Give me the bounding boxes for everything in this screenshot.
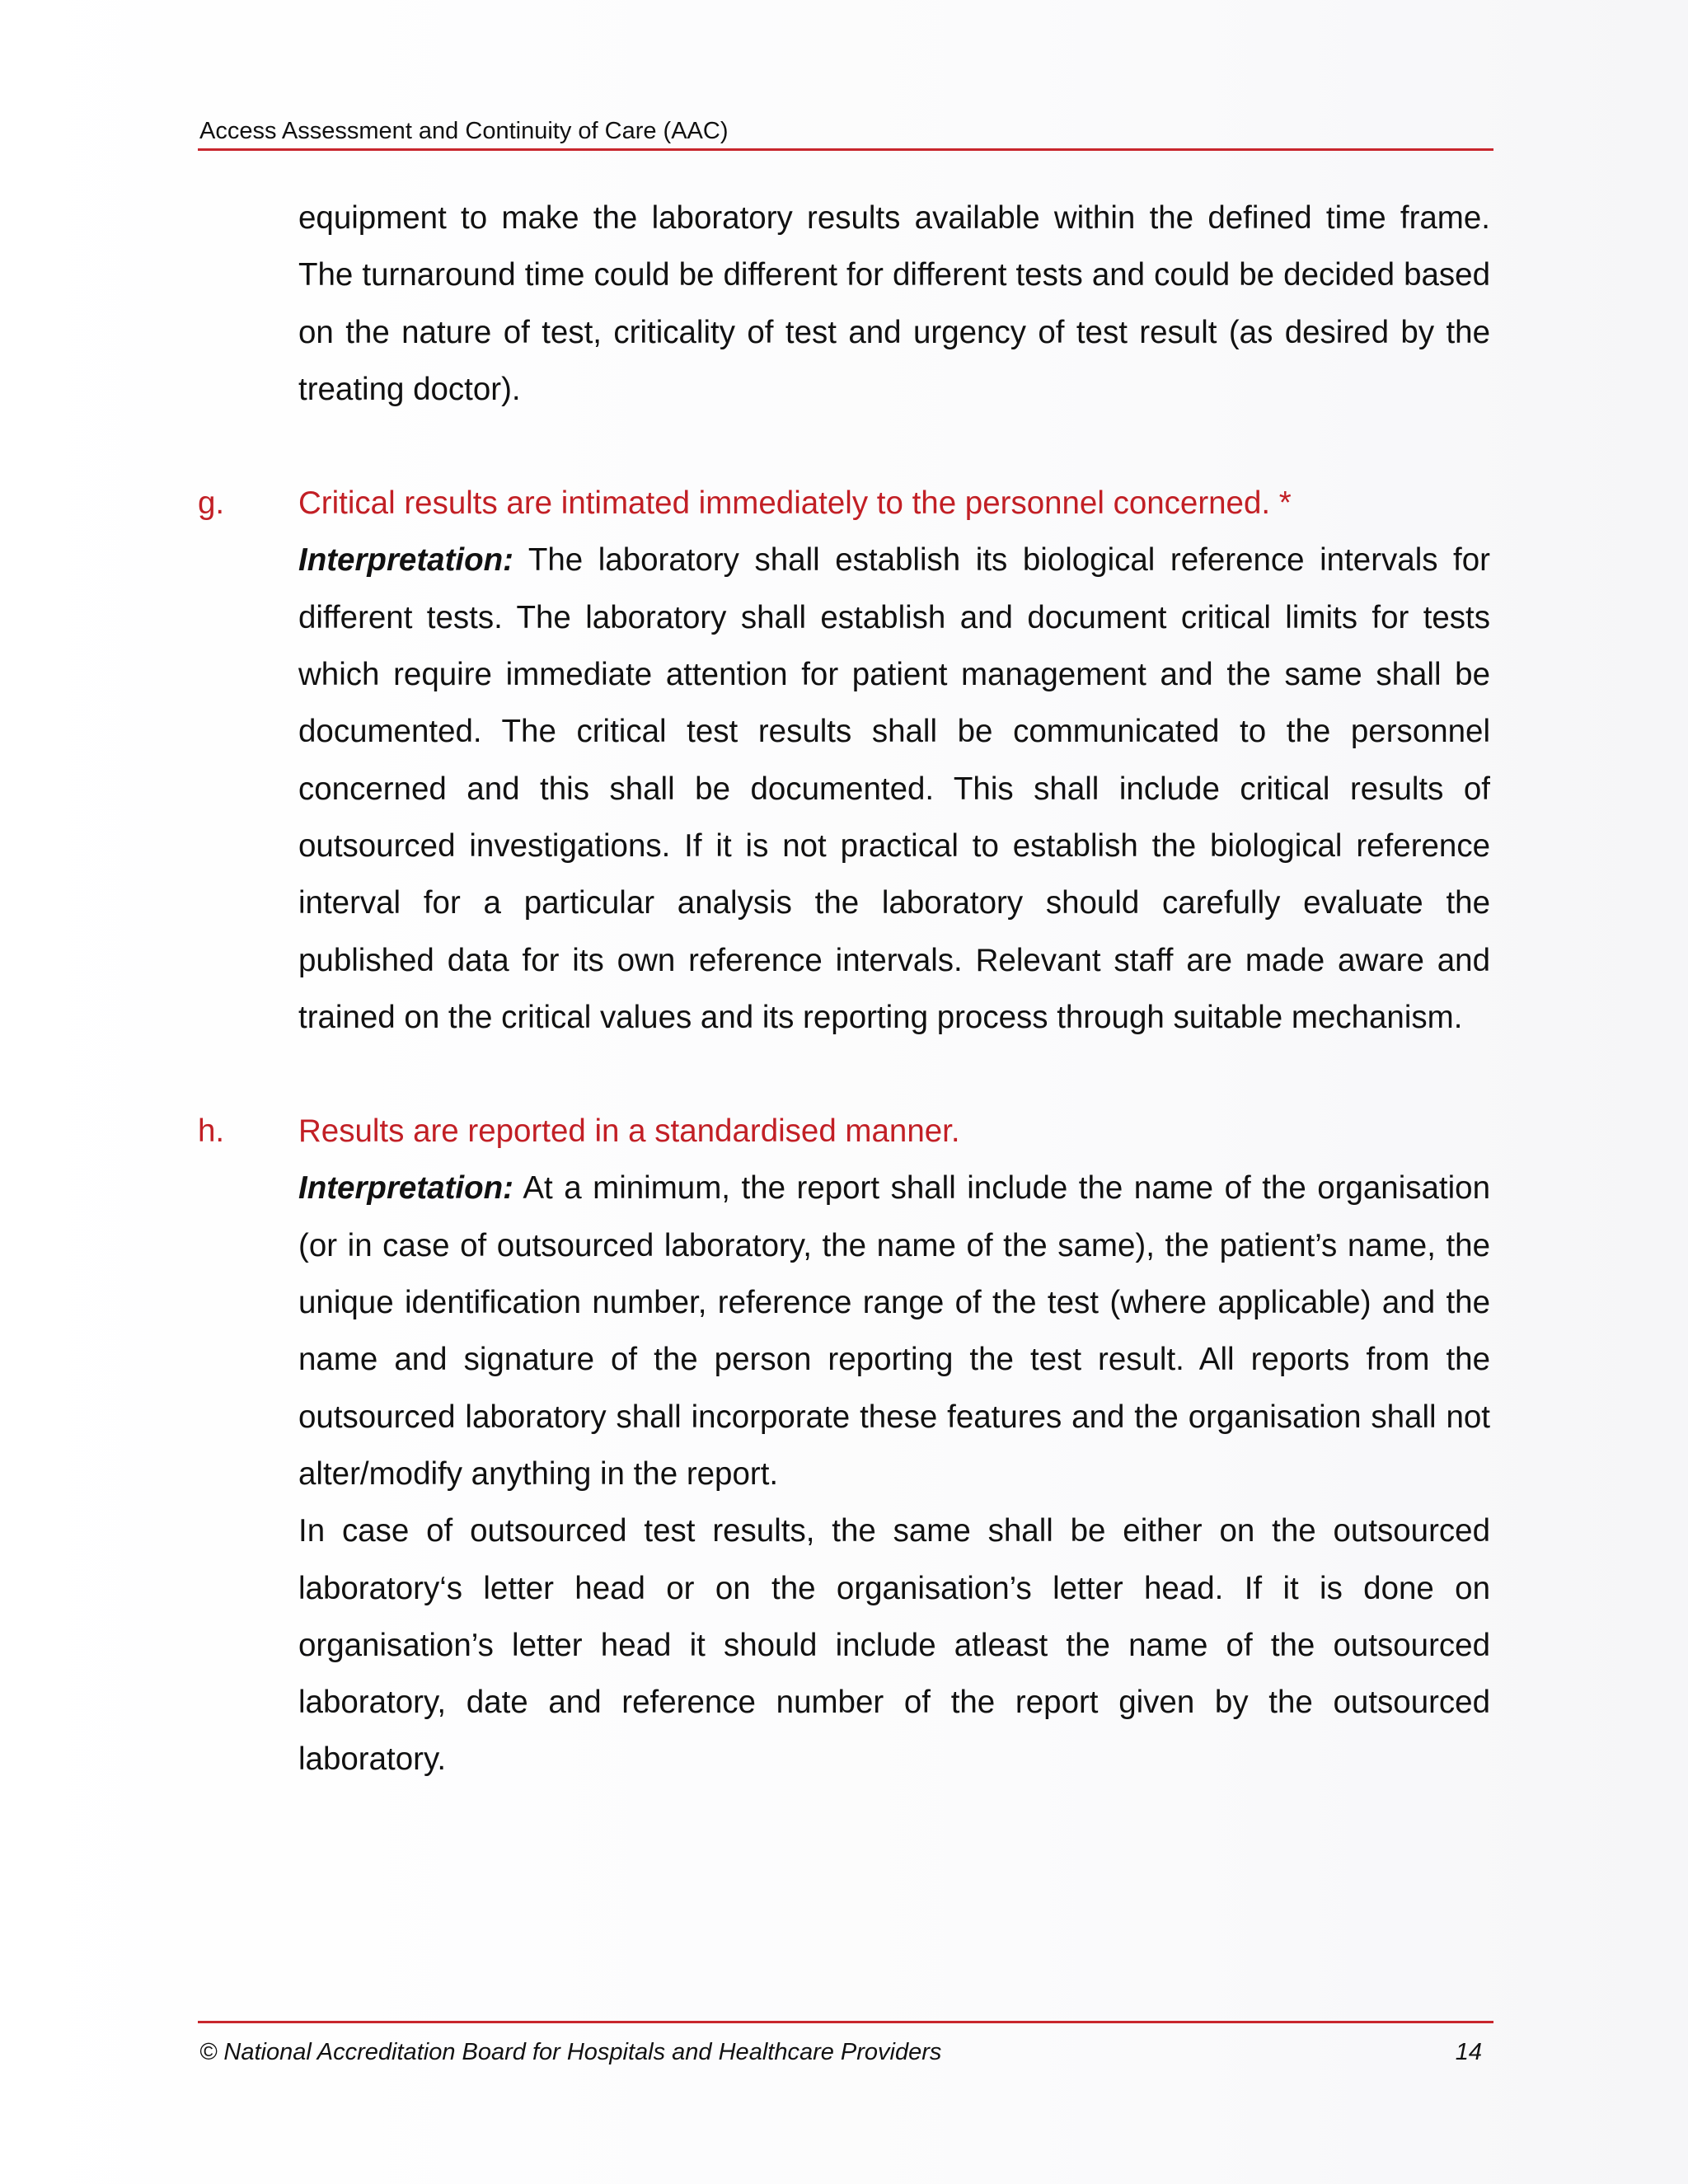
item-h-outsourced-paragraph: In case of outsourced test results, the same shall be either on the outsourced laboratory‘s letter head or on the organisation’s letter head. If it is done on organisation’s letter head it should include atleast the name of the outsourced laboratory, date and reference number of the report given by the outsourced laboratory.	[298, 1513, 1490, 1778]
item-g-marker: g.	[198, 485, 225, 522]
section-spacer	[198, 1046, 1493, 1103]
item-g-heading	[198, 475, 1493, 532]
interpretation-label: Interpretation:	[298, 1170, 513, 1207]
document-body	[198, 190, 1493, 1788]
item-h-heading	[198, 1103, 1493, 1160]
page-header	[198, 119, 1493, 151]
item-h-marker: h.	[198, 1113, 225, 1150]
interpretation-text: At a minimum, the report shall include the name of the organisation (or in case of outsourced laboratory, the name of the same), the patient’s name, the unique identification number, reference range of the test (where applicable) and the name and signature of the person reporting the test result. All reports from the outsourced laboratory shall incorporate these features and the organisation shall not alter/modify anything in the report.	[298, 1170, 1490, 1492]
header-title: Access Assessment and Continuity of Care (AAC)	[199, 118, 729, 144]
intro-paragraph: equipment to make the laboratory results available within the defined time frame. The turnaround time could be different for different tests and could be decided based on the nature of test, criticality of test and urgency of test result (as desired by the treating doctor).	[298, 200, 1490, 407]
item-g-interpretation	[298, 532, 1490, 1046]
page-number: 14	[1455, 2039, 1482, 2065]
interpretation-text: The laboratory shall establish its biological reference intervals for different tests. The laboratory shall establish and document critical limits for tests which require immediate attention for patient management and the same shall be documented. The critical test results shall be communicated to the personnel concerned and this shall be documented. This shall include critical results of outsourced investigations. If it is not practical to establish the biological reference interval for a particular analysis the laboratory should carefully evaluate the published data for its own reference intervals. Relevant staff are made aware and trained on the critical values and its reporting process through suitable mechanism.	[298, 542, 1490, 1035]
item-h-title: Results are reported in a standardised manner.	[298, 1113, 960, 1150]
interpretation-label: Interpretation:	[298, 542, 513, 579]
footer-copyright: © National Accreditation Board for Hospitals and Healthcare Providers	[199, 2039, 942, 2065]
item-g-title: Critical results are intimated immediately to the personnel concerned. *	[298, 485, 1292, 522]
item-h-interpretation	[298, 1160, 1490, 1502]
page-footer	[198, 2021, 1493, 2065]
section-spacer	[198, 418, 1493, 475]
